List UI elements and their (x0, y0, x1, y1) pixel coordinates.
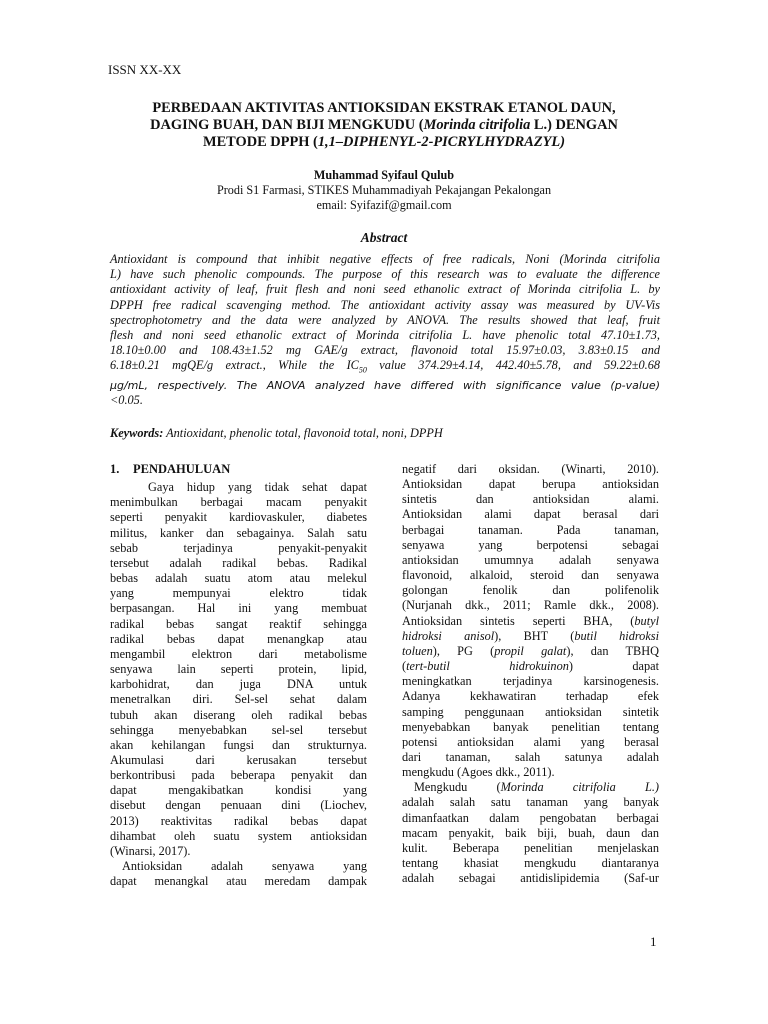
body-line: Mengkudu (Morinda citrifolia L.) (414, 780, 659, 795)
body-line: (tert-butil hidrokuinon) dapat (402, 659, 659, 674)
title-line-2: DAGING BUAH, DAN BIJI MENGKUDU (Morinda citrifolia L.) DENGAN (150, 117, 618, 133)
body-line: Adanya kekhawatiran terhadap efek (402, 689, 659, 704)
abstract-body (110, 252, 660, 408)
author-email: email: Syifazif@gmail.com (316, 198, 452, 212)
body-line: seperti penyakit kardiovaskuler, diabetes (110, 510, 367, 525)
body-line: Antioksidan sintetis seperti BHA, (butyl (402, 613, 659, 628)
body-line: Antioksidan dapat berupa antioksidan (402, 477, 659, 492)
body-line: disebut dengan penuaan dini (Liochev, (110, 798, 367, 813)
body-line: dimanfaatkan dalam pengobatan berbagai (402, 810, 659, 825)
abstract-line: 18.10±0.00 and 108.43±1.52 mg GAE/g extract, flavonoid total 15.97±0.03, 3.83±0.15 and (110, 343, 660, 358)
body-line: hidroksi anisol), BHT (butil hidroksi (402, 628, 659, 643)
title-line-1: PERBEDAAN AKTIVITAS ANTIOKSIDAN EKSTRAK ETANOL DAUN, (152, 100, 616, 116)
abstract-line: <0.05. (110, 393, 143, 408)
body-line: mengkudu (Agoes dkk., 2011). (402, 765, 555, 780)
body-line: radikal bebas dapat menangkap atau (110, 631, 367, 646)
body-line: dari tanaman, salah satunya adalah (402, 749, 659, 764)
body-line: sehingga menyebabkan sel-sel tersebut (110, 722, 367, 737)
body-line: dihambat oleh suatu system antioksidan (110, 828, 367, 843)
body-line: menimbulkan berbagai macam penyakit (110, 495, 367, 510)
body-line: senyawa yang berpotensi sebagai (402, 537, 659, 552)
body-line: tubuh akan diserang oleh radikal bebas (110, 707, 367, 722)
body-line: radikal bebas sangat reaktif sehingga (110, 616, 367, 631)
body-line: akan kehilangan fungsi dan strukturnya. (110, 737, 367, 752)
abstract-line: DPPH free radical scavenging method. The antioxidant activity assay was measured by UV-Vis (110, 297, 660, 312)
body-line: golongan fenolik dan polifenolik (402, 583, 659, 598)
section-heading: 1. PENDAHULUAN (110, 462, 231, 476)
body-line: flavonoid, alkaloid, steroid dan senyawa (402, 568, 659, 583)
abstract-line: flesh and noni seed ethanolic extract of Morinda citrifolia L. have phenolic total 47.10±1.73, (110, 328, 660, 343)
issn-label: ISSN XX-XX (108, 62, 182, 77)
body-line: 2013) reaktivitas radikal bebas dapat (110, 813, 367, 828)
body-line: menetralkan diri. Sel-sel sehat dalam (110, 692, 367, 707)
body-line: Antioksidan alami dapat berasal dari (402, 507, 659, 522)
body-line: karbohidrat, dan juga DNA untuk (110, 677, 367, 692)
body-line: macam penyakit, baik biji, buah, daun dan (402, 825, 659, 840)
body-line: berkontribusi pada beberapa penyakit dan (110, 768, 367, 783)
body-line: tersebut adalah radikal bebas. Radikal (110, 555, 367, 570)
body-line: kulit. Beberapa penelitian menjelaskan (402, 840, 659, 855)
left-column (110, 462, 367, 889)
right-column (402, 462, 659, 886)
body-line: adalah salah satu tanaman yang banyak (402, 795, 659, 810)
body-line: (Nurjanah dkk., 2011; Ramle dkk., 2008). (402, 598, 659, 613)
abstract-heading: Abstract (360, 230, 408, 245)
body-line: bebas adalah suatu atom atau melekul (110, 571, 367, 586)
body-line: (Winarsi, 2017). (110, 843, 191, 858)
keywords-label: Keywords: (110, 426, 164, 440)
page-number: 1 (650, 934, 657, 949)
body-line: sebab terjadinya penyakit-penyakit (110, 540, 367, 555)
abstract-line: µg/mL, respectively. The ANOVA analyzed have differed with significance value (p-value) (110, 379, 660, 393)
body-line: adalah sebagai antidislipidemia (Saf-ur (402, 871, 659, 886)
body-line: senyawa lain seperti protein, lipid, (110, 662, 367, 677)
body-line: yang mempunyai elektro tidak (110, 586, 367, 601)
abstract-line: antioxidant activity of leaf, fruit flesh and noni seed ethanolic extract of Morinda citrifolia L. by (110, 282, 660, 297)
body-line: berbagai tanaman. Pada tanaman, (402, 522, 659, 537)
author-name: Muhammad Syifaul Qulub (313, 168, 455, 182)
body-line: meningkatkan terjadinya karsinogenesis. (402, 674, 659, 689)
body-line: antioksidan umumnya adalah senyawa (402, 552, 659, 567)
abstract-line: Antioxidant is compound that inhibit negative effects of free radicals, Noni (Morinda citrifolia (110, 252, 660, 266)
body-line: militus, kanker dan sebagainya. Salah satu (110, 525, 367, 540)
body-line: menyebabkan banyak penelitian tentang (402, 719, 659, 734)
body-line: Antioksidan adalah senyawa yang (122, 859, 367, 874)
body-line: Gaya hidup yang tidak sehat dapat (148, 480, 367, 495)
body-line: dapat mengakibatkan kondisi yang (110, 783, 367, 798)
body-line: potensi antioksidan alami yang berasal (402, 734, 659, 749)
body-line: negatif dari oksidan. (Winarti, 2010). (402, 462, 659, 476)
abstract-line: spectrophotometry and the data were analyzed by ANOVA. The results showed that leaf, fruit (110, 312, 660, 327)
paper-title (100, 100, 668, 151)
body-line: toluen), PG (propil galat), dan TBHQ (402, 643, 659, 658)
keywords-text: Antioxidant, phenolic total, flavonoid total, noni, DPPH (163, 426, 443, 440)
body-line: sintetis dan antioksidan alami. (402, 492, 659, 507)
keywords (110, 426, 660, 441)
body-line: dapat menangkal atau meredam dampak (110, 874, 367, 889)
body-line: samping penggunaan antioksidan sintetik (402, 704, 659, 719)
body-line: tentang khasiat mengkudu diantaranya (402, 856, 659, 871)
body-line: Akumulasi dari kerusakan tersebut (110, 752, 367, 767)
author-block (100, 168, 668, 213)
body-line: berpasangan. Hal ini yang membuat (110, 601, 367, 616)
abstract-line: L) have such phenolic compounds. The purpose of this research was to evaluate the difference (110, 267, 660, 282)
author-affiliation: Prodi S1 Farmasi, STIKES Muhammadiyah Pekajangan Pekalongan (216, 183, 552, 197)
body-line: mengambil elektron dari metabolisme (110, 646, 367, 661)
abstract-line: 6.18±0.21 mgQE/g extract., While the $IC_{50}$ value 374.29±4.14, 442.40±5.78, and 59.22±0.68 (110, 358, 661, 375)
title-line-3: METODE DPPH (1,1–DIPHENYL-2-PICRYLHYDRAZYL) (202, 134, 565, 150)
